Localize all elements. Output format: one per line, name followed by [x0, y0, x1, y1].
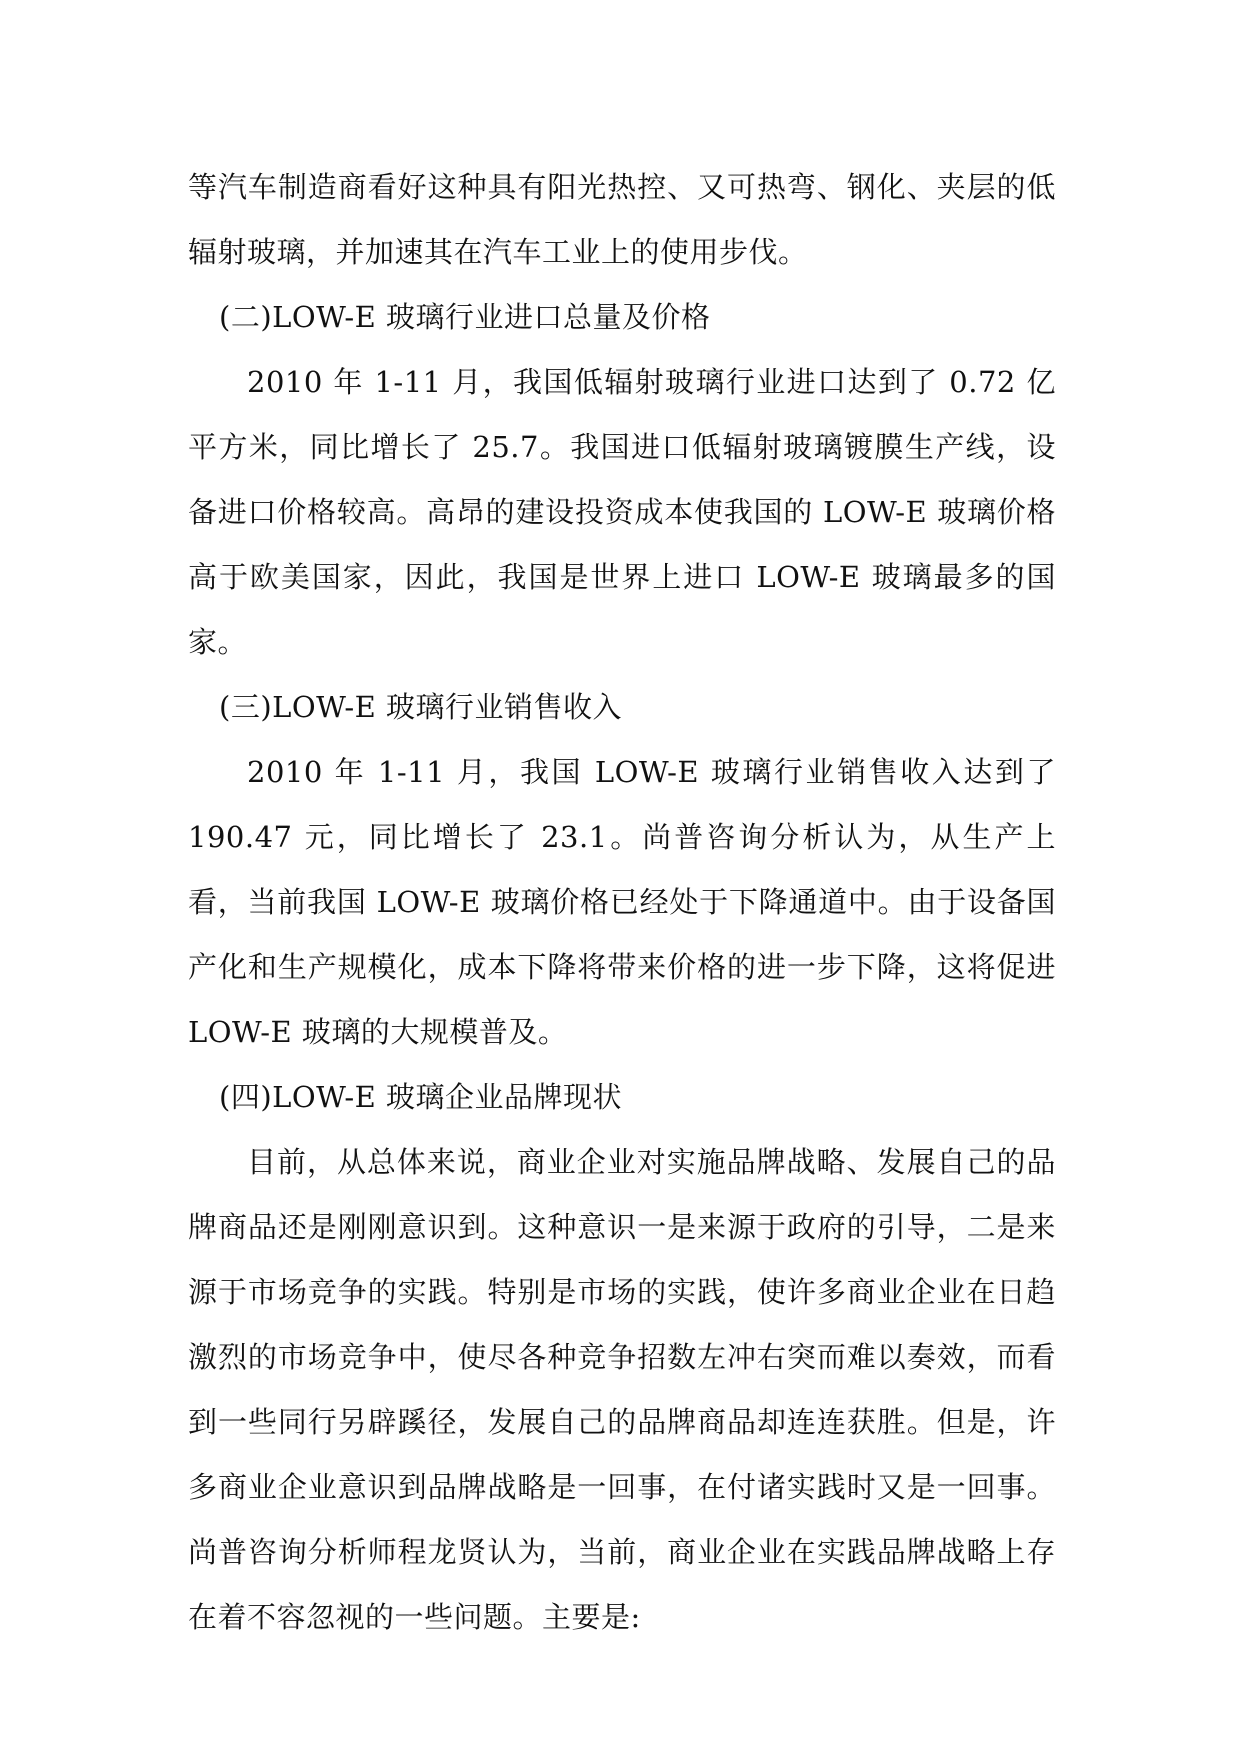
document-body: [188, 155, 1056, 1650]
paragraph-sales-revenue: 2010 年 1-11 月，我国 LOW-E 玻璃行业销售收入达到了 190.47 元，同比增长了 23.1。尚普咨询分析认为，从生产上看，当前我国 LOW-E 玻璃价格已经处于下降通道中。由于设备国产化和生产规模化，成本下降将带来价格的进一步下降，这将促进 LOW-E 玻璃的大规模普及。: [188, 755, 1056, 1049]
section-heading-4: (四)LOW-E 玻璃企业品牌现状: [219, 1080, 623, 1114]
paragraph-import-volume: 2010 年 1-11 月，我国低辐射玻璃行业进口达到了 0.72 亿平方米，同比增长了 25.7。我国进口低辐射玻璃镀膜生产线，设备进口价格较高。高昂的建设投资成本使我国的 LOW-E 玻璃价格高于欧美国家，因此，我国是世界上进口 LOW-E 玻璃最多的国家。: [188, 365, 1056, 659]
section-heading-3: (三)LOW-E 玻璃行业销售收入: [219, 690, 623, 724]
paragraph-brand-status: 目前，从总体来说，商业企业对实施品牌战略、发展自己的品牌商品还是刚刚意识到。这种意识一是来源于政府的引导，二是来源于市场竞争的实践。特别是市场的实践，使许多商业企业在日趋激烈的市场竞争中，使尽各种竞争招数左冲右突而难以奏效，而看到一些同行另辟蹊径，发展自己的品牌商品却连连获胜。但是，许多商业企业意识到品牌战略是一回事，在付诸实践时又是一回事。尚普咨询分析师程龙贤认为，当前，商业企业在实践品牌战略上存在着不容忽视的一些问题。主要是:: [188, 1145, 1056, 1634]
paragraph-continued: 等汽车制造商看好这种具有阳光热控、又可热弯、钢化、夹层的低辐射玻璃，并加速其在汽车工业上的使用步伐。: [188, 170, 1056, 269]
section-heading-2: (二)LOW-E 玻璃行业进口总量及价格: [219, 300, 711, 334]
